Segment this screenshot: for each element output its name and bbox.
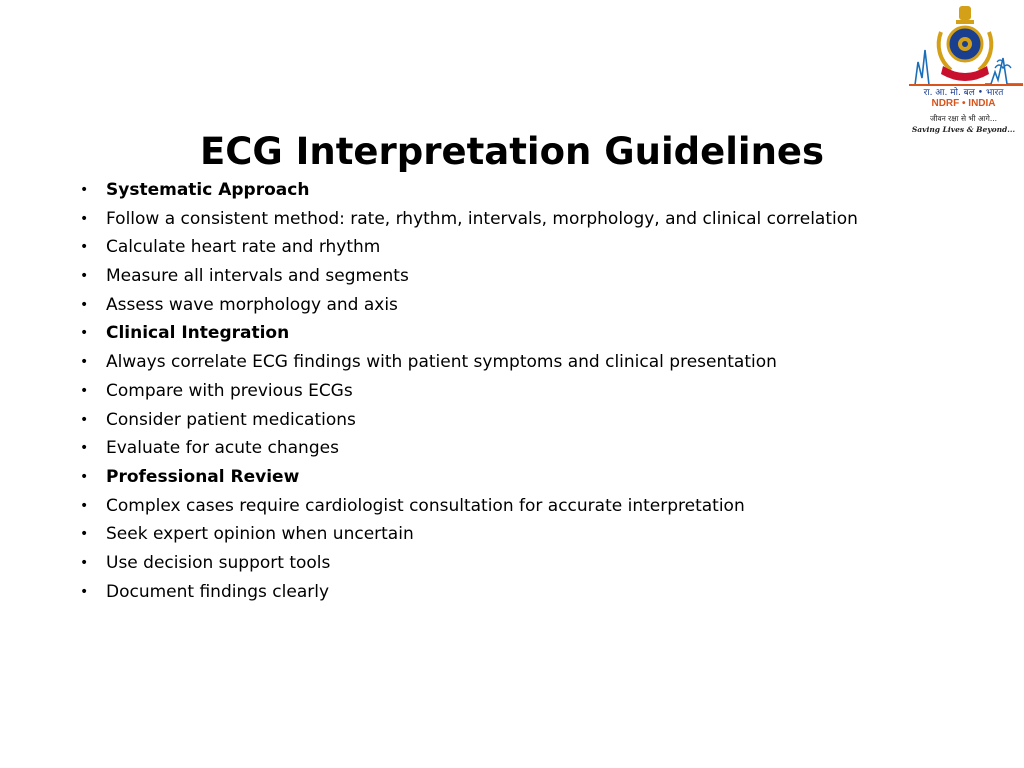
bullet-item: [80, 233, 900, 262]
bullet-dot-icon: •: [80, 296, 89, 313]
bullet-text: Consider patient medications: [106, 409, 356, 430]
bullet-item: [80, 406, 900, 435]
bullet-text: Complex cases require cardiologist consultation for accurate interpretation: [106, 495, 745, 516]
bullet-dot-icon: •: [80, 468, 89, 485]
bullet-text: Professional Review: [106, 466, 300, 487]
bullet-item: [80, 578, 900, 607]
bullet-item: [80, 463, 900, 492]
bullet-dot-icon: •: [80, 497, 89, 514]
bullet-text: Seek expert opinion when uncertain: [106, 524, 414, 545]
bullet-dot-icon: •: [80, 182, 89, 198]
logo-tagline: Saving Lives & Beyond...: [911, 125, 1016, 134]
bullet-item: [80, 262, 900, 291]
bullet-item: [80, 176, 900, 205]
ndrf-logo: [903, 0, 1024, 140]
bullet-item: [80, 205, 900, 234]
bullet-list: [80, 176, 900, 606]
bullet-item: [80, 291, 900, 320]
bullet-item: [80, 492, 900, 521]
bullet-dot-icon: •: [80, 382, 89, 399]
bullet-item: [80, 377, 900, 406]
bullet-dot-icon: •: [80, 554, 89, 571]
bullet-dot-icon: •: [80, 325, 89, 342]
bullet-text: Document findings clearly: [106, 581, 330, 602]
bullet-text: Systematic Approach: [106, 180, 310, 200]
bullet-dot-icon: •: [80, 210, 89, 227]
logo-hindi-tagline: जीवन रक्षा से भी आगे...: [929, 114, 998, 123]
logo-hindi-line: रा. आ. मो. बल • भारत: [923, 88, 1004, 98]
bullet-text: Always correlate ECG findings with patient symptoms and clinical presentation: [106, 352, 777, 373]
bullet-item: [80, 520, 900, 549]
ndrf-emblem-icon: [903, 0, 1024, 86]
slide-title: ECG Interpretation Guidelines: [199, 130, 825, 173]
bullet-item: [80, 549, 900, 578]
bullet-text: Use decision support tools: [106, 552, 331, 573]
bullet-dot-icon: •: [80, 583, 89, 600]
bullet-text: Follow a consistent method: rate, rhythm, intervals, morphology, and clinical correlation: [106, 208, 858, 229]
bullet-dot-icon: •: [80, 411, 89, 428]
bullet-text: Compare with previous ECGs: [106, 380, 353, 401]
bullet-dot-icon: •: [80, 268, 89, 285]
bullet-text: Calculate heart rate and rhythm: [106, 237, 381, 258]
bullet-item: [80, 434, 900, 463]
bullet-dot-icon: •: [80, 526, 89, 543]
bullet-dot-icon: •: [80, 440, 89, 457]
bullet-text: Evaluate for acute changes: [106, 438, 339, 459]
bullet-item: [80, 348, 900, 377]
bullet-dot-icon: •: [80, 354, 89, 371]
bullet-dot-icon: •: [80, 239, 89, 256]
bullet-text: Measure all intervals and segments: [106, 266, 409, 287]
bullet-text: Clinical Integration: [106, 323, 290, 344]
bullet-item: [80, 319, 900, 348]
bullet-text: Assess wave morphology and axis: [106, 294, 398, 315]
logo-english-line: NDRF • INDIA: [931, 98, 996, 109]
